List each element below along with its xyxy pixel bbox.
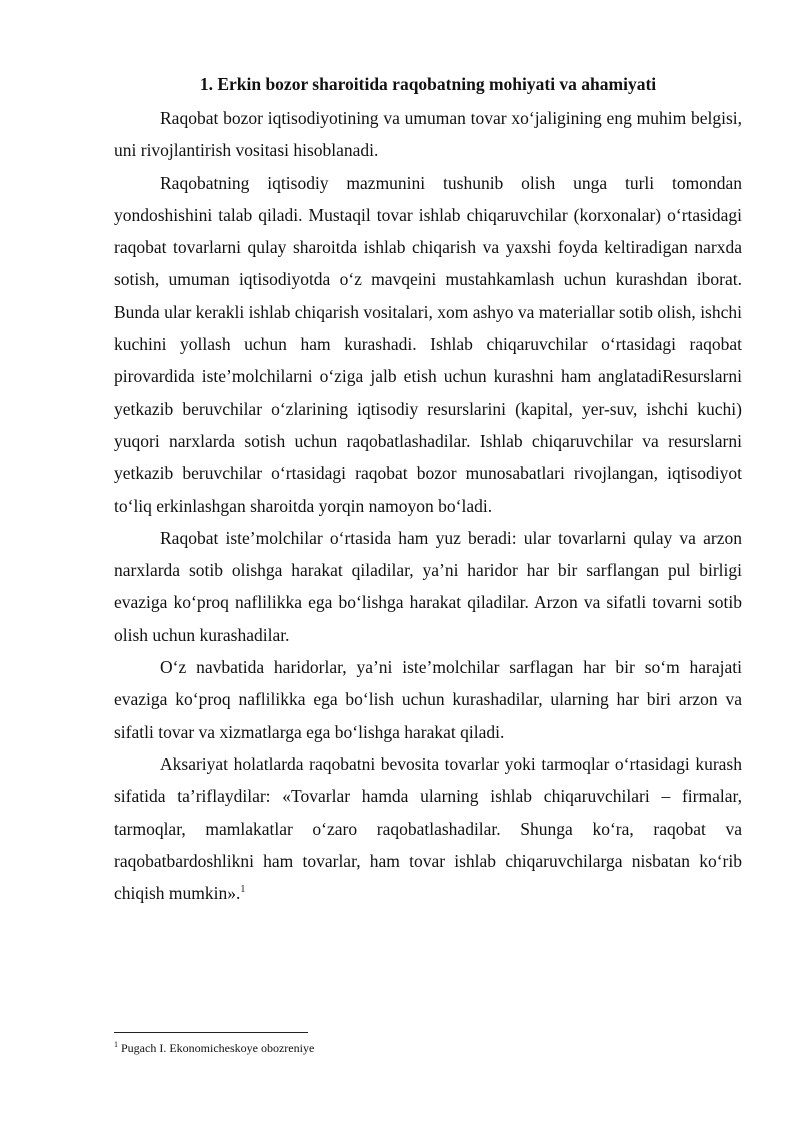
footnote-separator <box>114 1032 308 1033</box>
footnote-number: 1 <box>114 1040 118 1049</box>
section-title: 1. Erkin bozor sharoitida raqobatning mohiyati va ahamiyati <box>199 74 657 94</box>
footnote-text: Pugach I. Ekonomicheskoye obozreniye <box>121 1041 315 1055</box>
paragraph-5 <box>114 748 742 909</box>
paragraph-1: Raqobat bozor iqtisodiyotining va umuman tovar xo‘jaligining eng muhim belgisi, uni rivojlantirish vositasi hisoblanadi. <box>114 108 742 161</box>
paragraph-2: Raqobatning iqtisodiy mazmunini tushunib olish unga turli tomondan yondoshishini talab qiladi. Mustaqil tovar ishlab chiqaruvchilar (korxonalar) o‘rtasidagi raqobat tovarlarni qulay sharoitda ishlab chiqarish va yaxshi foyda keltiradigan narxda sotish, umuman iqtisodiyotda o‘z mavqeini mustahkamlash uchun kurashdan iborat. Bunda ular kerakli ishlab chiqarish vositalari, xom ashyo va materiallar sotib olish, ishchi kuchini yollash uchun ham kurashadi. Ishlab chiqaruvchilar o‘rtasidagi raqobat pirovardida iste’molchilarni o‘ziga jalb etish uchun kurashni ham anglatadiResurslarni yetkazib beruvchilar o‘zlarining iqtisodiy resurslarini (kapital, yer-suv, ishchi kuchi) yuqori narxlarda sotish uchun raqobatlashadilar. Ishlab chiqaruvchilar va resurslarni yetkazib beruvchilar o‘rtasidagi raqobat bozor munosabatlari rivojlangan, iqtisodiyot to‘liq erkinlashgan sharoitda yorqin namoyon bo‘ladi. <box>114 172 742 516</box>
footnote-reference[interactable]: 1 <box>240 884 246 896</box>
paragraph-4: O‘z navbatida haridorlar, ya’ni iste’molchilar sarflagan har bir so‘m harajati evaziga ko‘proq naflilikka ega bo‘lish uchun kurashadilar, ularning har biri arzon va sifatli tovar va xizmatlarga ega bo‘lishga harakat qiladi. <box>114 657 742 742</box>
paragraph-5-text: Aksariyat holatlarda raqobatni bevosita tovarlar yoki tarmoqlar o‘rtasidagi kurash sifatida ta’riflaydilar: «Tovarlar hamda ularning ishlab chiqaruvchilari – firmalar, tarmoqlar, mamlakatlar o‘zaro raqobatlashadilar. Shunga ko‘ra, raqobat va raqobatbardoshlikni ham tovarlar, ham tovar ishlab chiqaruvchilarga nisbatan ko‘rib chiqish mumkin». <box>114 753 742 904</box>
document-page <box>114 70 742 909</box>
footnote <box>114 1040 314 1056</box>
paragraph-3: Raqobat iste’molchilar o‘rtasida ham yuz beradi: ular tovarlarni qulay va arzon narxlarda sotib olishga harakat qiladilar, ya’ni haridor har bir sarflangan pul birligi evaziga ko‘proq naflilikka ega bo‘lishga harakat qiladilar. Arzon va sifatli tovarni sotib olish uchun kurashadilar. <box>114 527 742 645</box>
